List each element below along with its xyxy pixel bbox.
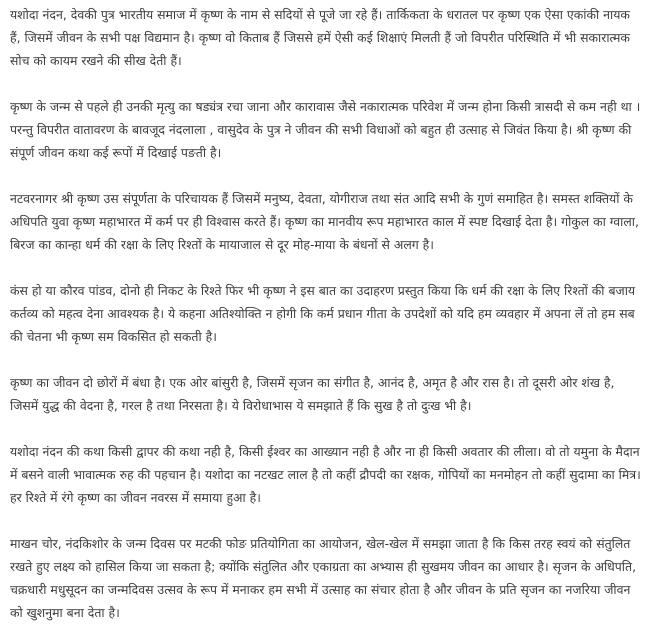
article-paragraph-6: यशोदा नंदन की कथा किसी द्वापर की कथा नही है, किसी ईश्वर का आख्यान नही है और ना ही किसी अवतार की लीला। वो तो यमुना के मैदान में बसने वाली भावात्मक रुह की पहचान है। यशोदा का नटखट लाल है तो कहीं द्रौपदी का रक्षक, गोपियों का मनमोहन तो कहीं सुदामा का मित्र। हर रिश्ते में रंगे कृष्ण का जीवन नवरस में समाया हुआ है।: [10, 444, 641, 505]
article-paragraph-7: माखन चोर, नंदकिशोर के जन्म दिवस पर मटकी फोङ प्रतियोगिता का आयोजन, खेल-खेल में समझा जाता है कि किस तरह स्वयं को संतुलित रखते हुए लक्ष्य को हासिल किया जा सकता है; क्योंकि संतुलित और एकाग्रता का अभ्यास ही सुखमय जीवन का आधार है। सृजन के अधिपति, चक्रधारी मधुसूदन का जन्मदिवस उत्सव के रूप में मनाकर हम सभी में उत्साह का संचार होता है और जीवन के प्रति सृजन का नजरिया जीवन को खुशनुमा बना देता है।: [10, 536, 637, 620]
article-paragraph-5: कृष्ण का जीवन दो छोरों में बंधा है। एक ओर बांसुरी है, जिसमें सृजन का संगीत है, आनंद है, अमृत है और रास है। तो दूसरी ओर शंख है, जिसमें युद्ध की वेदना है, गरल है तथा निरसता है। ये विरोधाभास ये समझाते हैं कि सुख है तो दुःख भी है।: [10, 375, 615, 413]
article-paragraph-1: यशोदा नंदन, देवकी पुत्र भारतीय समाज में कृष्ण के नाम से सदियों से पूजे जा रहे हैं। तार्किकता के धरातल पर कृष्ण एक ऐसा एकांकी नायक हैं, जिसमें जीवन के सभी पक्ष विद्यमान है। कृष्ण वो किताब हैं जिससे हमें ऐसी कई शिक्षाएं मिलती हैं जो विपरीत परिस्थिति में भी सकारात्मक सोच को कायम रखने की सीख देती हैं।: [10, 7, 630, 68]
article-paragraph-4: कंस हो या कौरव पांडव, दोनो ही निकट के रिश्ते फिर भी कृष्ण ने इस बात का उदाहरण प्रस्तुत किया कि धर्म की रक्षा के लिए रिश्तों की बजाय कर्तव्य को महत्व देना आवश्यक है। ये कहना अतिश्योक्ति न होगी कि कर्म प्रधान गीता के उपदेशों को यदि हम व्यवहार में अपना लें तो हम सब की चेतना भी कृष्ण सम विकसित हो सकती है।: [10, 283, 636, 344]
article-paragraph-2: कृष्ण के जन्म से पहले ही उनकी मृत्यु का षड्यंत्र रचा जाना और कारावास जैसे नकारात्मक परिवेश में जन्म होना किसी त्रासदी से कम नही था । परन्तु विपरीत वातावरण के बावजूद नंदलाला , वासुदेव के पुत्र ने जीवन की सभी विधाओं को बहुत ही उत्साह से जिवंत किया है। श्री कृष्ण की संपूर्ण जीवन कथा कई रूपों में दिखाई पङती है।: [10, 99, 641, 160]
article-paragraph-3: नटवरनागर श्री कृष्ण उस संपूर्णता के परिचायक हैं जिसमें मनुष्य, देवता, योगीराज तथा संत आदि सभी के गुणं समाहित है। समस्त शक्तियों के अधिपति युवा कृष्ण महाभारत में कर्म पर ही विश्वास करते हैं। कृष्ण का मानवीय रूप महाभारत काल में स्पष्ट दिखाई देता है। गोकुल का ग्वाला, बिरज का कान्हा धर्म की रक्षा के लिए रिश्तों के मायाजाल से दूर मोह-माया के बंधनों से अलग है।: [10, 191, 639, 252]
